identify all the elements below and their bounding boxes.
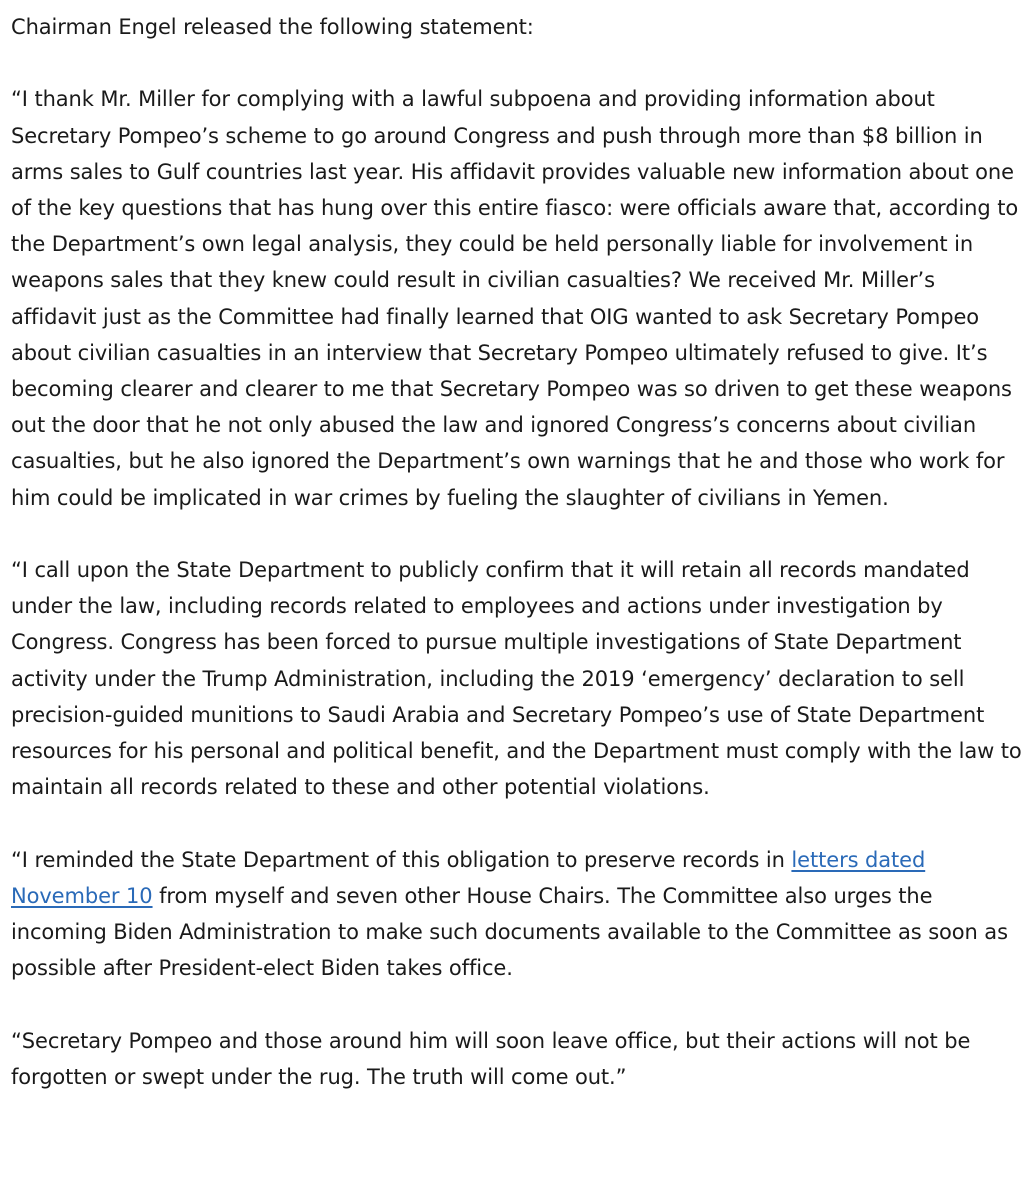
- paragraph-reminder: [11, 842, 1025, 987]
- letters-link[interactable]: letters dated November 10: [11, 847, 926, 908]
- press-statement: [11, 9, 1025, 1095]
- reminder-text-before: “I reminded the State Department of this obligation to preserve records in: [11, 847, 792, 872]
- paragraph-subpoena: “I thank Mr. Miller for complying with a lawful subpoena and providing information about Secretary Pompeo’s scheme to go around Congress and push through more than $8 billion in arms sales to Gulf countries last year. His affidavit provides valuable new information about one of the key questions that has hung over this entire fiasco: were officials aware that, according to the Department’s own legal analysis, they could be held personally liable for involvement in weapons sales that they knew could result in civilian casualties? We received Mr. Miller’s affidavit just as the Committee had finally learned that OIG wanted to ask Secretary Pompeo about civilian casualties in an interview that Secretary Pompeo ultimately refused to give. It’s becoming clearer and clearer to me that Secretary Pompeo was so driven to get these weapons out the door that he not only abused the law and ignored Congress’s concerns about civilian casualties, but he also ignored the Department’s own warnings that he and those who work for him could be implicated in war crimes by fueling the slaughter of civilians in Yemen.: [11, 87, 1019, 510]
- reminder-text-after: from myself and seven other House Chairs. The Committee also urges the incoming Biden Administration to make such documents available to the Committee as soon as possible after President-elect Biden takes office.: [11, 883, 1008, 981]
- intro-line: Chairman Engel released the following statement:: [11, 15, 534, 39]
- paragraph-closing: “Secretary Pompeo and those around him will soon leave office, but their actions will not be forgotten or swept under the rug. The truth will come out.”: [11, 1028, 971, 1089]
- paragraph-records: “I call upon the State Department to publicly confirm that it will retain all records mandated under the law, including records related to employees and actions under investigation by Congress. Congress has been forced to pursue multiple investigations of State Department activity under the Trump Administration, including the 2019 ‘emergency’ declaration to sell precision-guided munitions to Saudi Arabia and Secretary Pompeo’s use of State Department resources for his personal and political benefit, and the Department must comply with the law to maintain all records related to these and other potential violations.: [11, 558, 1022, 800]
